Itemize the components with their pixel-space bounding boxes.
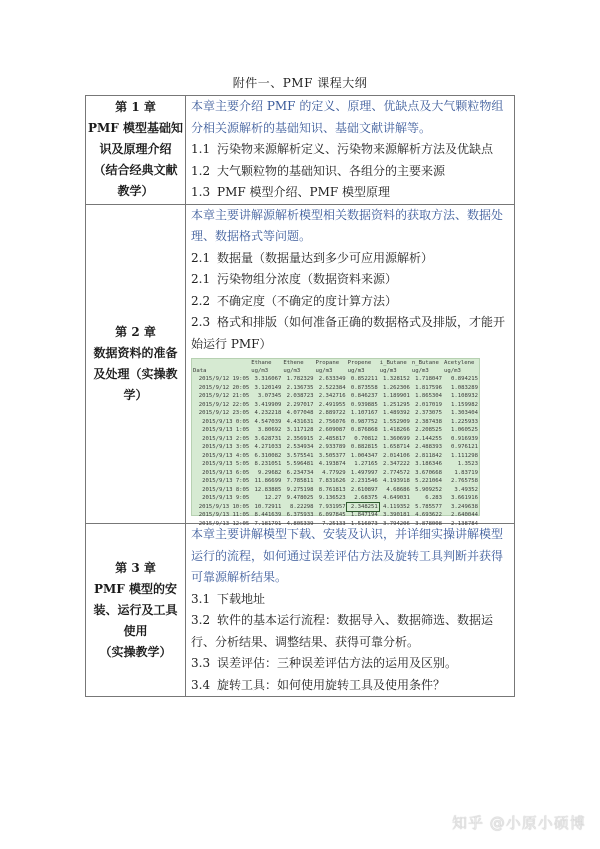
chapter-1-heading-line: 教学） (117, 184, 154, 199)
data-cell: 2.038723 (286, 393, 314, 399)
item-number: 2.1 (191, 272, 211, 286)
data-cell: 7.25133 (322, 520, 346, 527)
data-cell: 12.83885 (254, 486, 282, 493)
data-cell: 2.765758 (451, 478, 478, 484)
data-cell: 2015/9/12 21:05 (198, 393, 250, 399)
data-cell: 0.70812 (354, 435, 378, 442)
data-cell: 1.225933 (451, 418, 478, 425)
course-outline-table (85, 95, 515, 697)
data-cell: 3.390181 (382, 512, 410, 518)
data-cell: 1.718047 (415, 376, 443, 382)
data-cell: 2.014106 (382, 452, 410, 459)
data-row (192, 435, 479, 444)
item-number: 1.3 (191, 185, 211, 199)
data-cell: 1.782329 (286, 376, 314, 382)
watermark: 知乎 @小原小硕博 (452, 814, 586, 832)
data-row (192, 486, 479, 495)
data-cell: 2.933789 (318, 444, 346, 450)
data-cell: 6.283 (425, 495, 443, 501)
chapter-2-content (186, 204, 515, 527)
chapter-3-heading-line: PMF 模型的安 (93, 581, 177, 596)
chapter-2-heading-line: 及处理（实操教 (93, 366, 178, 381)
data-cell: 2.633349 (318, 376, 346, 382)
data-cell: 1.189901 (382, 393, 410, 399)
data-cell: 10.72911 (254, 503, 282, 510)
data-row (192, 401, 479, 410)
chapter-1-heading-line: 识及原理介绍 (99, 142, 172, 157)
data-cell: 0.852211 (350, 376, 378, 382)
data-cell: ug/m3 (411, 368, 429, 374)
item-text: 误差评估：三种误差评估方法的运用及区别。 (217, 656, 458, 670)
data-cell: 9.275198 (286, 486, 314, 493)
data-cell: 1.111298 (451, 452, 478, 459)
data-row (192, 469, 479, 478)
data-cell: Ethane (251, 360, 272, 366)
data-cell: Data (193, 368, 207, 374)
data-cell: 2.356915 (286, 435, 314, 442)
data-cell: Propane (315, 360, 340, 366)
chapter-3-item (191, 610, 510, 653)
chapter-3-heading-line: （实操教学） (99, 644, 172, 659)
data-cell: 1.004347 (350, 452, 378, 459)
data-row (192, 375, 479, 384)
data-cell: 2.297017 (286, 401, 314, 408)
data-cell: 0.916939 (451, 435, 478, 442)
data-cell: 1.27165 (354, 461, 378, 467)
data-cell: 2015/9/13 0:05 (202, 418, 250, 425)
chapter-3-heading-line: 第 3 章 (115, 560, 156, 575)
data-cell: 2.017019 (415, 401, 443, 408)
data-cell: 2015/9/12 23:05 (198, 410, 250, 416)
data-cell: 2.373075 (415, 410, 443, 416)
data-cell: 2.68375 (354, 495, 378, 501)
item-number: 2.1 (191, 250, 211, 265)
data-cell: 5.785577 (415, 503, 443, 510)
data-header-row (192, 367, 479, 375)
data-cell: 1.3523 (457, 461, 478, 467)
data-cell: 8.22298 (289, 503, 314, 510)
data-cell: 11.86699 (254, 478, 282, 484)
data-cell: 2015/9/12 22:05 (198, 401, 250, 408)
data-cell: 2.610897 (350, 486, 378, 493)
data-cell: 2.534934 (286, 444, 314, 450)
data-row (192, 392, 479, 401)
item-text: 数据量（数据量达到多少可应用源解析） (217, 250, 434, 265)
data-cell: 1.83719 (454, 469, 478, 476)
data-cell: 3.661916 (451, 495, 478, 501)
data-cell: 1.865304 (415, 393, 443, 399)
data-cell: 8.761813 (318, 486, 346, 493)
chapter-row-1 (86, 96, 515, 205)
data-cell: 1.489392 (382, 410, 410, 416)
data-cell: 4.431631 (286, 418, 314, 425)
item-text: 污染物来源解析定义、污染物来源解析方法及优缺点 (217, 142, 494, 156)
chapter-2-item (191, 248, 510, 270)
data-cell: 6.234734 (286, 469, 314, 476)
data-cell: 7.931957 (318, 503, 346, 510)
data-cell: ug/m3 (379, 368, 397, 374)
data-cell: 9.478025 (286, 495, 314, 501)
item-text: 格式和排版（如何准备正确的数据格式及排版，才能开始运行 PMF） (191, 315, 506, 351)
data-cell: 3.575541 (286, 452, 314, 459)
data-cell: 1.516073 (350, 520, 378, 527)
data-cell: 1.817596 (415, 384, 443, 391)
chapter-1-item (191, 161, 510, 183)
data-cell: 4.232218 (254, 410, 282, 416)
data-cell: 3.316067 (254, 376, 282, 382)
data-cell: 2.811842 (415, 452, 443, 459)
item-number: 2.2 (191, 293, 211, 308)
chapter-2-intro: 本章主要讲解源解析模型相关数据资料的获取方法、数据处理、数据格式等问题。 (191, 207, 504, 243)
data-cell: 9.136523 (318, 495, 346, 501)
data-cell: 3.419909 (254, 401, 282, 408)
data-cell (192, 359, 250, 367)
data-cell: ug/m3 (283, 368, 301, 374)
data-cell: 8.441639 (254, 512, 282, 518)
data-cell: 6.375933 (286, 512, 314, 518)
data-cell: 3.49352 (454, 486, 478, 493)
data-cell: 2.208525 (415, 427, 443, 433)
data-cell: 1.262306 (382, 384, 410, 391)
chapter-row-2 (86, 204, 515, 524)
item-number: 2.3 (191, 315, 211, 329)
data-cell: 1.497997 (350, 469, 378, 476)
data-cell: 3.878008 (415, 520, 443, 527)
data-cell: 2015/9/13 3:05 (202, 444, 250, 450)
chapter-1-item (191, 182, 510, 204)
data-cell: 3.186346 (415, 461, 443, 467)
data-cell: ug/m3 (444, 368, 461, 374)
data-cell: 2015/9/13 5:05 (202, 461, 250, 467)
data-cell: 1.107167 (350, 410, 378, 416)
data-cell: 2015/9/12 19:05 (198, 376, 250, 382)
chapter-3-item (191, 653, 510, 675)
chapter-3-item (191, 589, 510, 611)
chapter-3-item (191, 675, 510, 697)
data-cell: 0.873558 (350, 384, 378, 391)
data-cell: 2.138784 (451, 520, 478, 527)
data-cell: 4.077048 (286, 410, 314, 416)
data-cell: 2015/9/12 20:05 (198, 384, 250, 391)
data-row (192, 426, 479, 435)
chapter-2-item (191, 312, 510, 355)
data-cell: 4.119352 (382, 503, 410, 510)
data-row (192, 443, 479, 452)
data-cell: 9.29682 (257, 469, 282, 476)
item-number: 3.1 (191, 591, 211, 606)
data-row (192, 409, 479, 418)
data-cell: 2015/9/13 9:05 (202, 495, 250, 501)
data-row (192, 418, 479, 427)
data-cell: 5.221064 (415, 478, 443, 484)
data-cell: 2.347222 (382, 461, 410, 467)
chapter-1-heading-line: PMF 模型基础知 (87, 121, 183, 136)
chapter-1-heading (86, 96, 186, 205)
data-cell: 4.547039 (254, 418, 282, 425)
data-cell: 5.596481 (286, 461, 314, 467)
data-row (192, 494, 479, 503)
data-cell: 2015/9/13 1:05 (202, 427, 250, 433)
data-cell: 3.117128 (286, 427, 314, 433)
data-header-row (192, 359, 479, 367)
data-cell: 4.68686 (386, 486, 410, 493)
data-cell: 2.774572 (382, 469, 410, 476)
data-cell: 2.609087 (318, 427, 346, 433)
chapter-2-item (191, 291, 510, 313)
data-cell: 1.159982 (451, 401, 478, 408)
chapter-2-heading-line: 第 2 章 (115, 324, 156, 339)
data-cell: 1.083289 (451, 384, 478, 391)
data-cell: i_Butane (379, 360, 407, 366)
data-cell: 3.249638 (451, 503, 478, 510)
data-cell: 1.060525 (451, 427, 478, 433)
chapter-1-heading-line: （结合经典文献 (93, 163, 178, 178)
data-row (192, 452, 479, 461)
data-cell: 1.303404 (451, 410, 478, 416)
data-cell: 0.882815 (350, 444, 378, 450)
data-cell: 0.976121 (451, 444, 478, 450)
chapter-1-intro: 本章主要介绍 PMF 的定义、原理、优缺点及大气颗粒物组分相关源解析的基础知识、基础文献讲解等。 (191, 99, 504, 135)
chapter-1-heading-line: 第 1 章 (115, 100, 156, 115)
data-row (192, 384, 479, 393)
data-cell: 2.136735 (286, 384, 314, 391)
chapter-2-heading (86, 204, 186, 524)
data-cell: 1.328152 (382, 376, 410, 382)
data-row (192, 477, 479, 486)
data-cell: 1.251295 (382, 401, 410, 408)
data-cell: Ethene (283, 360, 304, 366)
data-cell: 7.785811 (286, 478, 314, 484)
data-cell: 2015/9/13 7:05 (202, 478, 250, 484)
item-text: 下载地址 (217, 591, 266, 606)
item-text: 旋转工具：如何使用旋转工具及使用条件？ (217, 677, 446, 692)
data-cell: 1.847194 (350, 512, 378, 518)
data-cell: 3.505377 (318, 452, 346, 459)
chapter-row-3 (86, 524, 515, 697)
data-cell: 2015/9/13 11:05 (198, 512, 250, 518)
data-cell: 4.193874 (318, 461, 346, 467)
data-cell: 0.846237 (350, 393, 378, 399)
item-text: 软件的基本运行流程：数据导入、数据筛选、数据运行、分析结果、调整结果、获得可靠分析。 (191, 613, 494, 649)
data-cell: 2.488393 (415, 444, 443, 450)
data-cell: 3.07345 (257, 393, 282, 399)
data-cell: 5.909252 (415, 486, 443, 493)
data-cell: 0.894215 (451, 376, 478, 382)
data-cell: 2.348251 (347, 503, 379, 512)
data-cell: 4.649031 (382, 495, 410, 501)
data-row (192, 460, 479, 469)
data-cell: 4.271033 (254, 444, 282, 450)
data-cell: 4.693622 (415, 512, 443, 518)
data-row (192, 503, 479, 512)
data-cell: 4.77929 (322, 469, 346, 476)
data-cell: 2015/9/13 12:05 (198, 520, 250, 527)
data-cell: 1.418266 (382, 427, 410, 433)
chapter-3-heading (86, 524, 186, 697)
item-text: 污染物组分浓度（数据资料来源） (217, 272, 398, 286)
chapter-3-content (186, 524, 515, 697)
chapter-1-content (186, 96, 515, 205)
data-cell: 1.552909 (382, 418, 410, 425)
data-cell: 1.108932 (451, 393, 478, 399)
item-number: 3.3 (191, 656, 211, 670)
data-cell: 0.876868 (350, 427, 378, 433)
data-cell: 2015/9/13 6:05 (202, 469, 250, 476)
data-cell: 2.387438 (415, 418, 443, 425)
data-cell: 3.120149 (254, 384, 282, 391)
data-cell: 2.231546 (350, 478, 378, 484)
chapter-2-heading-line: 学） (123, 387, 148, 402)
data-cell: Acetylene (444, 360, 475, 366)
chapter-2-heading-line: 数据资料的准备 (93, 345, 178, 360)
item-number: 3.2 (191, 613, 211, 627)
item-text: 不确定度（不确定的度计算方法） (217, 293, 398, 308)
data-cell: 1.658714 (382, 444, 410, 450)
data-cell: 6.097845 (318, 512, 346, 518)
data-cell: 2.522384 (318, 384, 346, 391)
data-cell: 2015/9/13 10:05 (198, 503, 250, 510)
chapter-3-heading-line: 使用 (123, 623, 148, 638)
data-cell: 2.485817 (318, 435, 346, 442)
item-text: PMF 模型介绍、PMF 模型原理 (217, 185, 391, 199)
data-row (192, 511, 479, 520)
data-cell: 7.831626 (318, 478, 346, 484)
data-cell: 2.342716 (318, 393, 346, 399)
data-cell: 2.756076 (318, 418, 346, 425)
data-cell: ug/m3 (347, 368, 365, 374)
data-cell: 6.310082 (254, 452, 282, 459)
data-cell: 3.80692 (257, 427, 282, 433)
chapter-1-item (191, 139, 510, 161)
item-text: 大气颗粒物的基础知识、各组分的主要来源 (217, 163, 446, 178)
item-number: 1.2 (191, 163, 211, 178)
data-cell: 4.193918 (382, 478, 410, 484)
chapter-3-intro: 本章主要讲解模型下载、安装及认识，并详细实操讲解模型运行的流程，如何通过误差评估方法及旋转工具判断并获得可靠源解析结果。 (191, 527, 504, 584)
data-cell: ug/m3 (315, 368, 333, 374)
data-row (192, 520, 479, 529)
data-cell: 3.794206 (382, 520, 410, 527)
data-cell: 2015/9/13 8:05 (202, 486, 250, 493)
data-cell: 4.805339 (286, 520, 314, 527)
data-cell: ug/m3 (251, 368, 269, 374)
data-cell: 2.640044 (451, 512, 478, 518)
chapter-3-heading-line: 装、运行及工具 (93, 602, 178, 617)
sample-data-table (192, 359, 479, 528)
data-cell: 7.181791 (254, 520, 282, 527)
data-cell: 2015/9/13 4:05 (202, 452, 250, 459)
data-cell: Propene (347, 360, 372, 366)
data-cell: 2.144255 (415, 435, 443, 442)
data-cell: 3.670668 (415, 469, 443, 476)
data-cell: 0.939885 (350, 401, 378, 408)
chapter-2-item (191, 269, 510, 291)
data-cell: 8.231051 (254, 461, 282, 467)
item-number: 3.4 (191, 677, 211, 692)
data-cell: 3.628731 (254, 435, 282, 442)
data-cell: 2015/9/13 2:05 (202, 435, 250, 442)
item-number: 1.1 (191, 142, 211, 156)
data-cell: 0.987752 (350, 418, 378, 425)
data-cell: 2.491955 (318, 401, 346, 408)
data-cell: 12.27 (264, 495, 282, 501)
document-title: 附件一、PMF 课程大纲 (232, 76, 368, 90)
sample-data-screenshot (191, 358, 480, 527)
data-cell: 2.889722 (318, 410, 346, 416)
data-cell: n_Butane (411, 360, 439, 366)
data-cell: 1.360699 (382, 435, 410, 442)
